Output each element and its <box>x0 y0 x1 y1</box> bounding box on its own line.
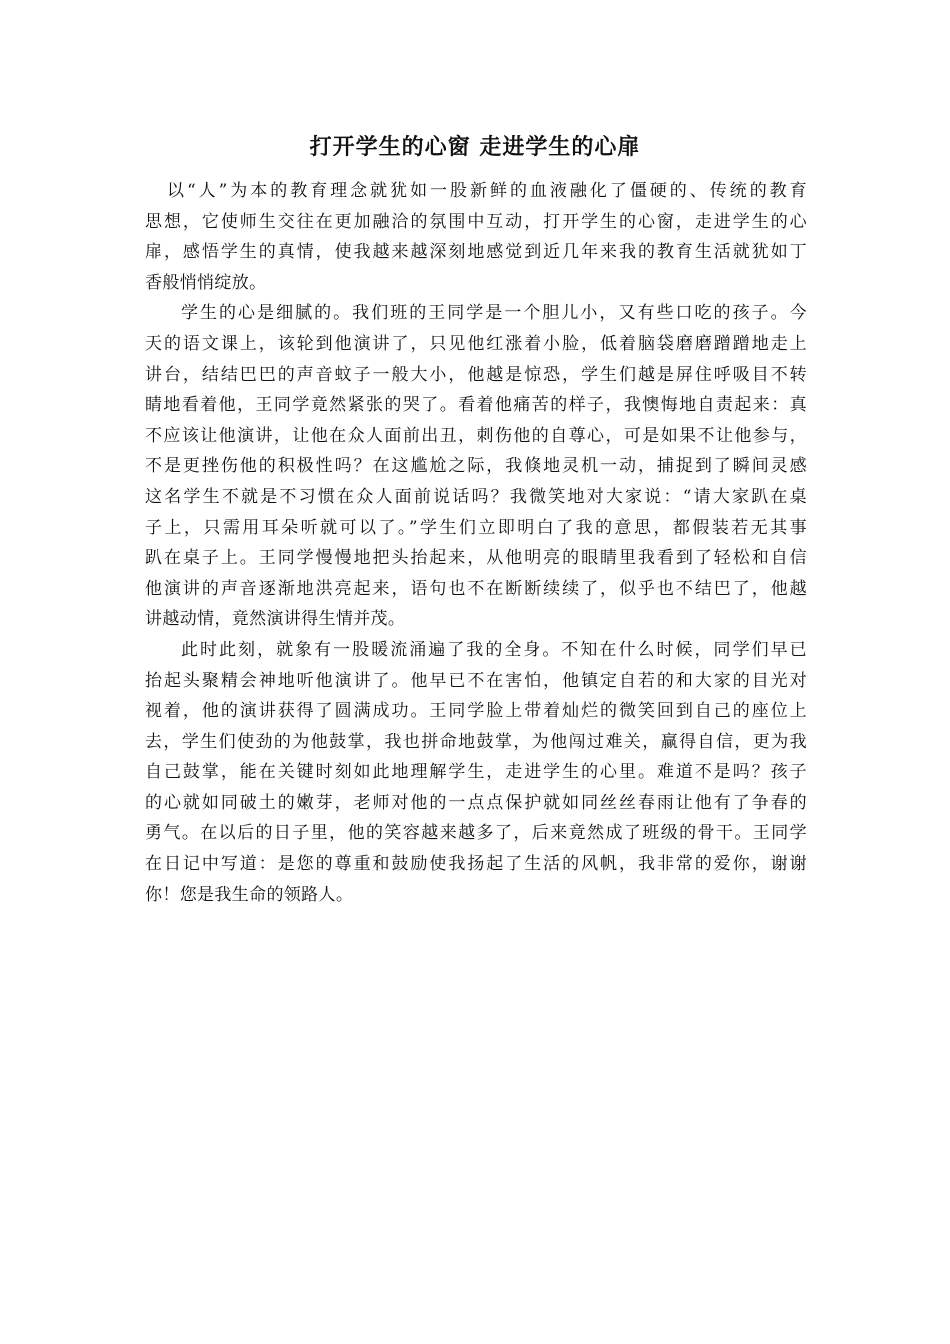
text-line: 这名学生不就是不习惯在众人面前说话吗？我微笑地对大家说：“请大家趴在桌 <box>145 486 807 507</box>
text-line: 学生的心是细腻的。我们班的王同学是一个胆儿小，又有些口吃的孩子。今 <box>181 303 807 324</box>
text-line: 香般悄悄绽放。 <box>145 272 267 293</box>
text-line: 视着，他的演讲获得了圆满成功。王同学脸上带着灿烂的微笑回到自己的座位上 <box>145 701 807 722</box>
text-line: 子上，只需用耳朵听就可以了。”学生们立即明白了我的意思，都假装若无其事 <box>145 517 807 538</box>
text-line: 不是更挫伤他的积极性吗？在这尴尬之际，我倏地灵机一动，捕捉到了瞬间灵感 <box>145 456 807 477</box>
paragraph <box>145 635 807 910</box>
text-line: 扉，感悟学生的真情，使我越来越深刻地感觉到近几年来我的教育生活就犹如丁 <box>145 242 807 263</box>
text-line: 睛地看着他，王同学竟然紧张的哭了。看着他痛苦的样子，我懊悔地自责起来：真 <box>145 395 807 416</box>
text-line: 天的语文课上，该轮到他演讲了，只见他红涨着小脸，低着脑袋磨磨蹭蹭地走上 <box>145 333 807 354</box>
text-line: 勇气。在以后的日子里，他的笑容越来越多了，后来竟然成了班级的骨干。王同学 <box>145 823 807 844</box>
text-line: 你！您是我生命的领路人。 <box>145 884 354 905</box>
text-line: 趴在桌子上。王同学慢慢地把头抬起来，从他明亮的眼睛里我看到了轻松和自信 <box>145 548 807 569</box>
document-body <box>145 176 807 910</box>
text-line: 的心就如同破土的嫩芽，老师对他的一点点保护就如同丝丝春雨让他有了争春的 <box>145 792 807 813</box>
text-line: 讲台，结结巴巴的声音蚊子一般大小，他越是惊恐，学生们越是屏住呼吸目不转 <box>145 364 807 385</box>
text-line: 此时此刻，就象有一股暖流涌遍了我的全身。不知在什么时候，同学们早已 <box>181 639 807 660</box>
text-line: 思想，它使师生交往在更加融洽的氛围中互动，打开学生的心窗，走进学生的心 <box>145 211 807 232</box>
text-line: 抬起头聚精会神地听他演讲了。他早已不在害怕，他镇定自若的和大家的目光对 <box>145 670 807 691</box>
paragraph <box>145 298 807 635</box>
text-line: 不应该让他演讲，让他在众人面前出丑，刺伤他的自尊心，可是如果不让他参与， <box>145 425 807 446</box>
text-line: 讲越动情，竟然演讲得生情并茂。 <box>145 609 406 630</box>
text-line: 去，学生们使劲的为他鼓掌，我也拼命地鼓掌，为他闯过难关，赢得自信，更为我 <box>145 731 807 752</box>
document-title: 打开学生的心窗 走进学生的心扉 <box>309 135 641 160</box>
text-line: 以“人”为本的教育理念就犹如一股新鲜的血液融化了僵硬的、传统的教育 <box>167 181 807 201</box>
text-line: 他演讲的声音逐渐地洪亮起来，语句也不在断断续续了，似乎也不结巴了，他越 <box>145 578 807 599</box>
paragraph <box>145 176 807 298</box>
text-line: 在日记中写道：是您的尊重和鼓励使我扬起了生活的风帆，我非常的爱你，谢谢 <box>145 854 807 875</box>
text-line: 自己鼓掌，能在关键时刻如此地理解学生，走进学生的心里。难道不是吗？孩子 <box>145 762 807 783</box>
